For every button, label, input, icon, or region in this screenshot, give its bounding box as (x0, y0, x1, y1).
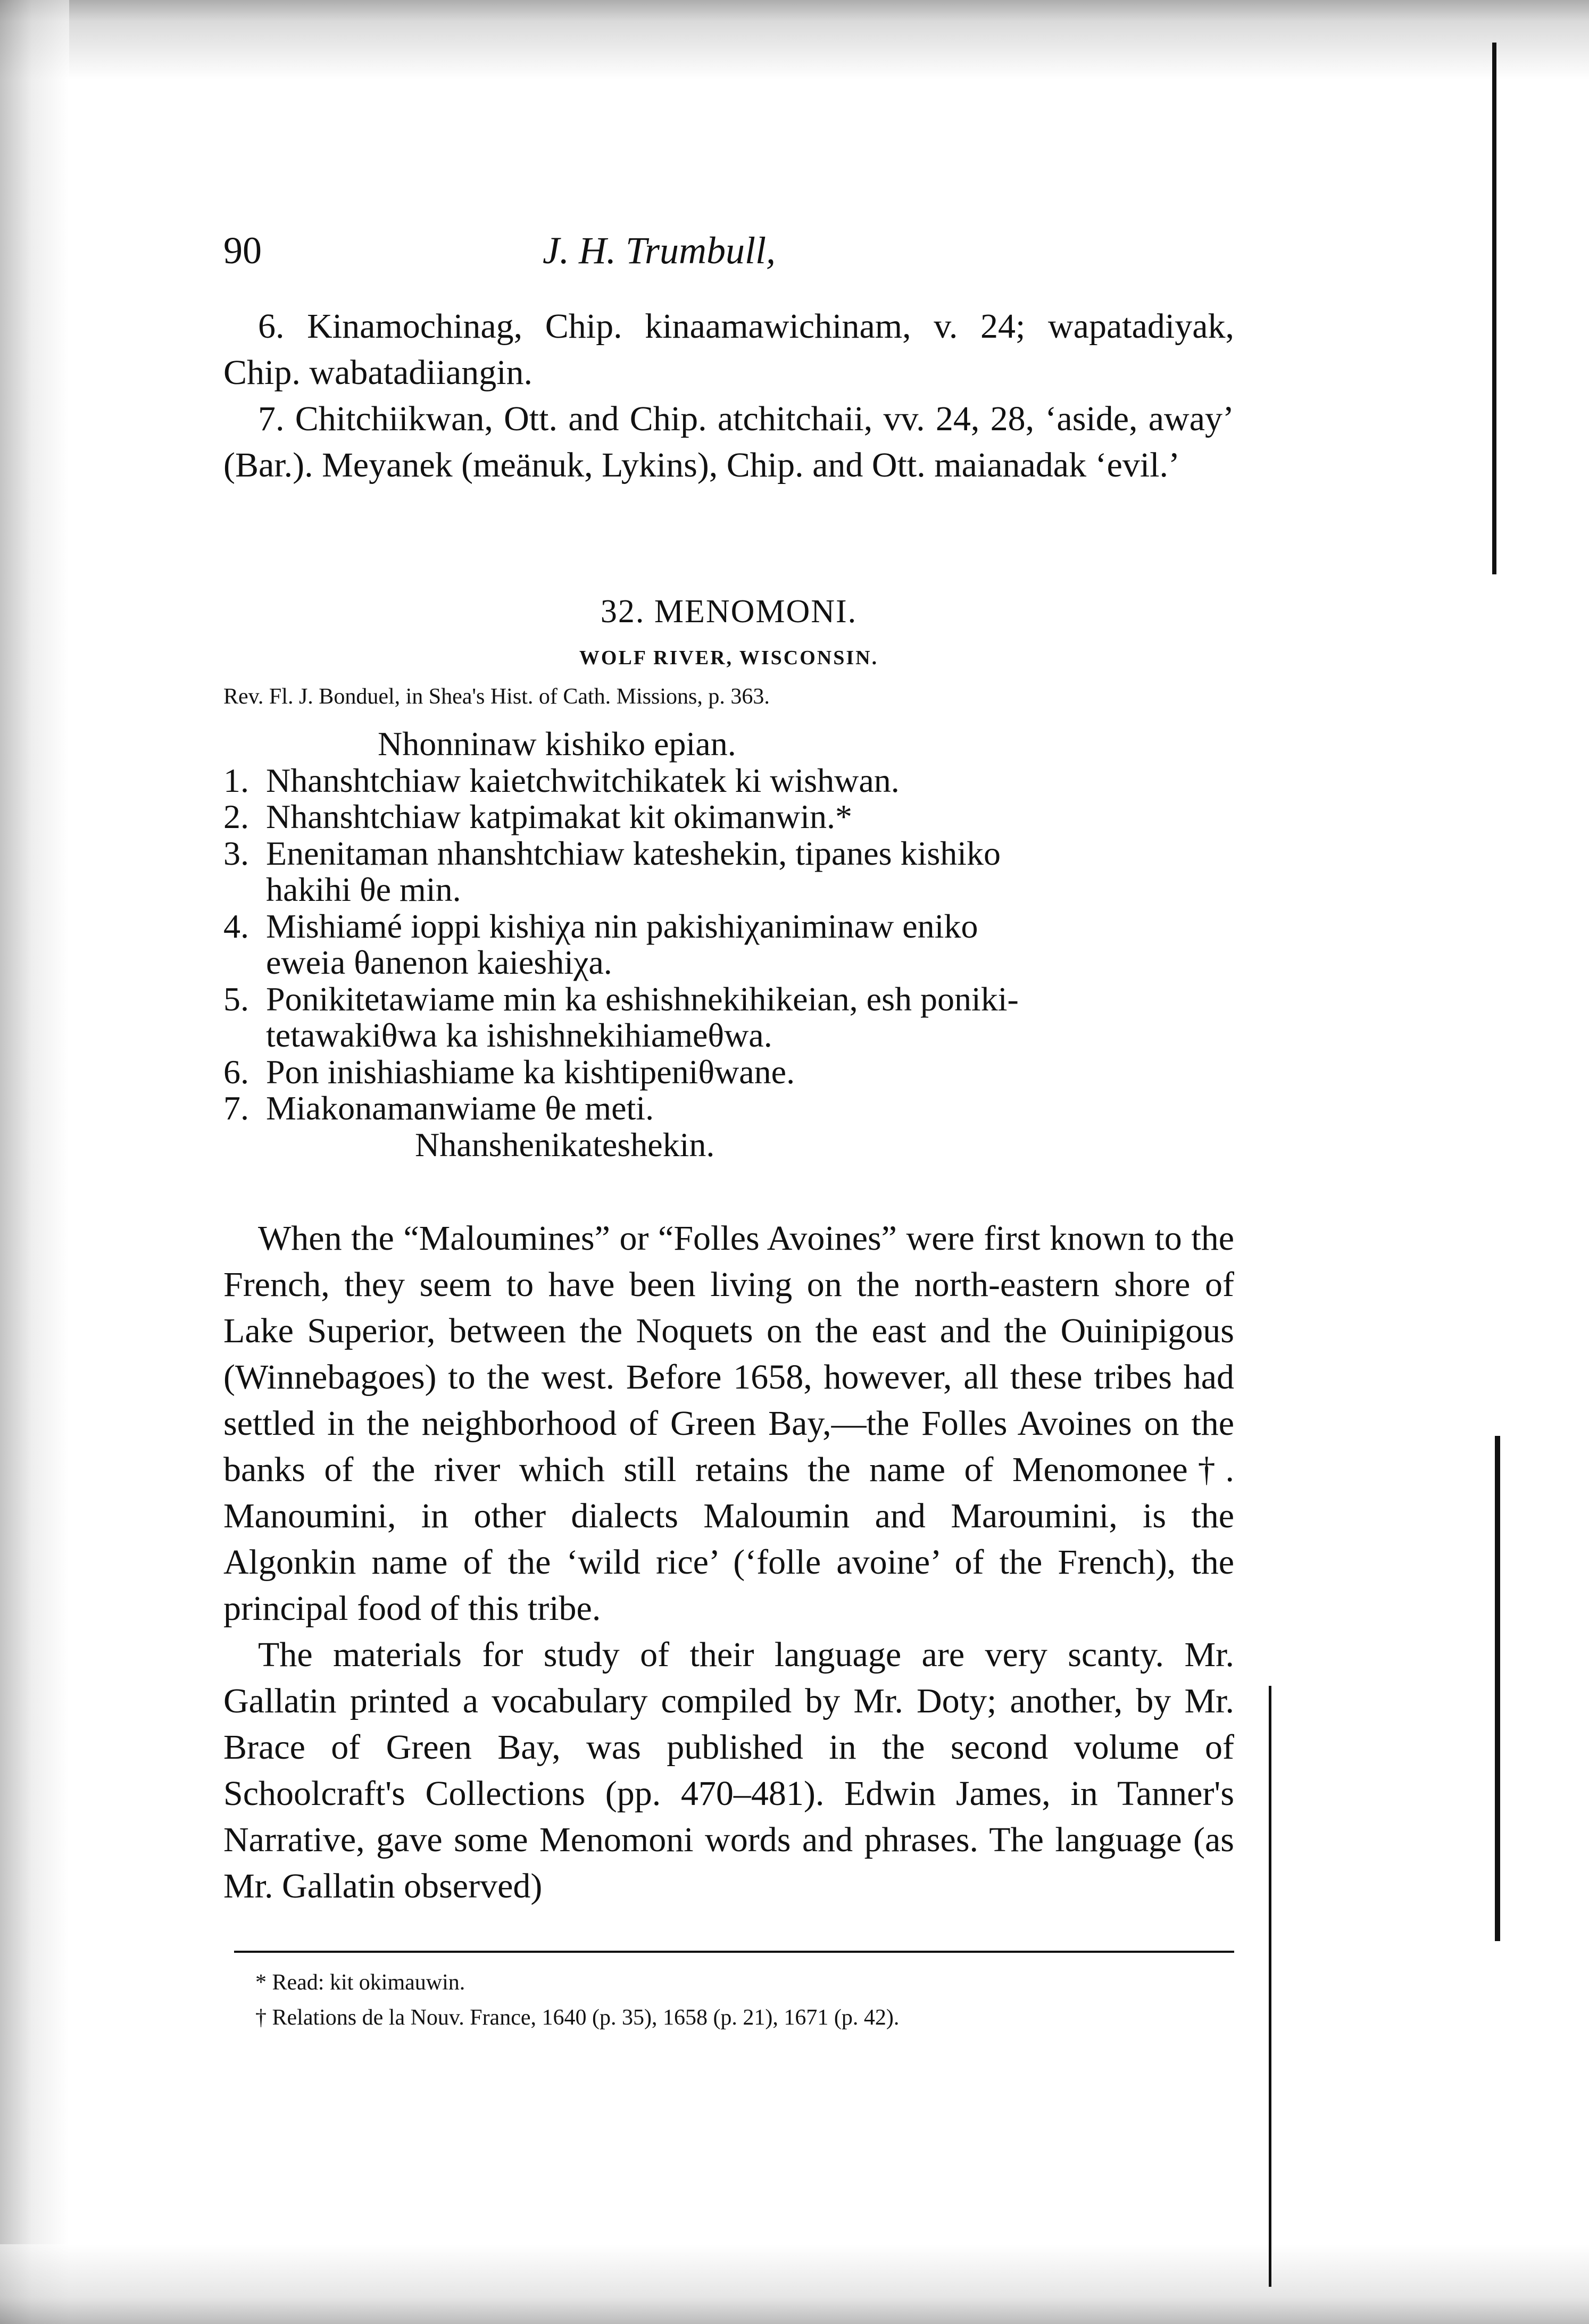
footnotes (255, 1965, 1234, 2035)
section-source: Rev. Fl. J. Bonduel, in Shea's Hist. of Cath. Missions, p. 363. (223, 684, 770, 709)
line-number: 4. (223, 907, 249, 945)
page-number: 90 (223, 229, 262, 272)
line-number: 6. (223, 1052, 249, 1091)
binding-line (1269, 1686, 1271, 2287)
scan-edge-top (0, 0, 1589, 80)
binding-line (1495, 1436, 1500, 1941)
line-text: Miakonamanwiame θe meti. (266, 1089, 654, 1127)
prayer-line (223, 908, 1234, 945)
prayer-line (223, 763, 1234, 799)
body-paragraph: When the “Maloumines” or “Folles Avoines” were first known to the French, they seem to have been living on the north-eastern shore of Lake Superior, between the Noquets on the east and the Ouinipigous (Winnebagoes) to the west. Before 1658, however, all these tribes had settled in the neighborhood of Green Bay,—the Folles Avoines on the banks of the river which still retains the name of Menomonee†. Manoumini, in other dialects Maloumin and Maroumini, is the Algonkin name of the ‘wild rice’ (‘folle avoine’ of the French), the principal food of this tribe. (223, 1219, 1234, 1628)
prayer-ending: Nhanshenikateshekin. (415, 1125, 715, 1164)
prayer-line (223, 1054, 1234, 1091)
footnote-rule (234, 1951, 1234, 1953)
binding-line (1492, 43, 1496, 574)
previous-section-notes (223, 303, 1234, 488)
section-heading (223, 590, 1234, 713)
prayer-line (223, 799, 1234, 835)
line-text: Nhanshtchiaw kaietchwitchikatek ki wishwan. (266, 761, 900, 799)
body-paragraph: The materials for study of their language are very scanty. Mr. Gallatin printed a vocabulary compiled by Mr. Doty; another, by Mr. Brace of Green Bay, was published in the second volume of Schoolcraft's Collections (pp. 470–481). Edwin James, in Tanner's Narrative, gave some Menomoni words and phrases. The language (as Mr. Gallatin observed) (223, 1635, 1234, 1905)
scan-edge-left (0, 0, 69, 2324)
note-item: 7. Chitchiikwan, Ott. and Chip. atchitchaii, vv. 24, 28, ‘aside, away’ (Bar.). Meyanek (meänuk, Lykins), Chip. and Ott. maianadak ‘evil.’ (223, 399, 1234, 484)
prayer-text (223, 726, 1234, 1163)
prayer-line (223, 835, 1234, 872)
line-number: 3. (223, 834, 249, 872)
footnote: * Read: kit okimauwin. (255, 1970, 465, 1995)
line-number: 1. (223, 761, 249, 799)
line-text: Ponikitetawiame min ka eshishnekihikeian, esh poniki- (266, 980, 1019, 1018)
prayer-line (223, 981, 1234, 1018)
line-continuation: eweia θanenon kaieshiχa. (266, 943, 612, 981)
note-item: 6. Kinamochinag, Chip. kinaamawichinam, v. 24; wapatadiyak, Chip. wabatadiiangin. (223, 307, 1234, 392)
line-number: 2. (223, 798, 249, 835)
line-continuation: tetawakiθwa ka ishishnekihiameθwa. (266, 1016, 772, 1054)
section-subtitle: WOLF RIVER, WISCONSIN. (579, 647, 879, 669)
running-title: J. H. Trumbull, (543, 229, 776, 272)
prayer-line (223, 1090, 1234, 1127)
line-continuation: hakihi θe min. (266, 871, 461, 908)
line-number: 7. (223, 1089, 249, 1127)
prayer-title: Nhonninaw kishiko epian. (378, 725, 736, 763)
page-header (223, 229, 1234, 277)
line-number: 5. (223, 980, 249, 1018)
scan-edge-bottom (0, 2244, 1589, 2324)
body-text (223, 1215, 1234, 1909)
line-text: Nhanshtchiaw katpimakat kit okimanwin.* (266, 798, 852, 835)
line-text: Enenitaman nhanshtchiaw kateshekin, tipanes kishiko (266, 834, 1001, 872)
line-text: Pon inishiashiame ka kishtipeniθwane. (266, 1052, 795, 1091)
line-text: Mishiamé ioppi kishiχa nin pakishiχaniminaw eniko (266, 907, 978, 945)
footnote: † Relations de la Nouv. France, 1640 (p. 35), 1658 (p. 21), 1671 (p. 42). (255, 2005, 900, 2030)
section-title: 32. MENOMONI. (600, 593, 858, 630)
